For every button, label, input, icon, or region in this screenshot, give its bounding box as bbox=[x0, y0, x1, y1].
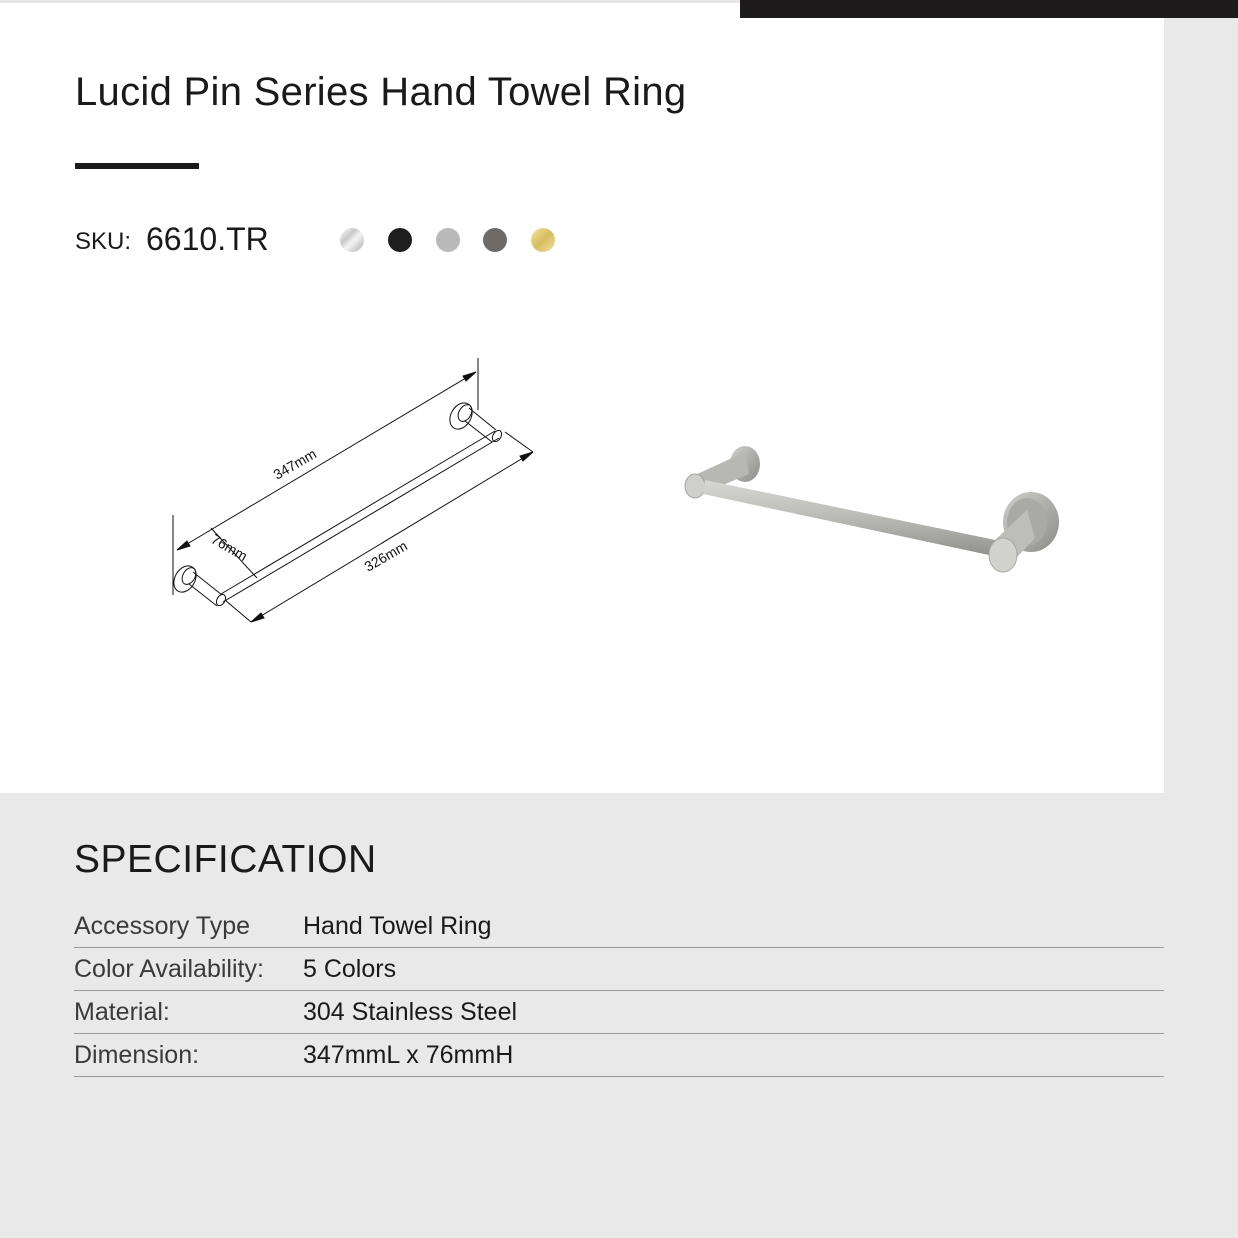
specification-table bbox=[74, 905, 1164, 1077]
product-title: Lucid Pin Series Hand Towel Ring bbox=[75, 70, 687, 114]
spec-label: Dimension: bbox=[74, 1041, 200, 1069]
bar-bottom-edge bbox=[223, 438, 499, 602]
spec-label: Color Availability: bbox=[74, 955, 264, 983]
front-post-cap bbox=[989, 538, 1017, 572]
dimension-drawing bbox=[165, 350, 545, 640]
extension-line-326-left bbox=[225, 600, 251, 622]
swatch-brushed-nickel[interactable] bbox=[436, 228, 460, 252]
left-post-top bbox=[193, 572, 222, 595]
product-image bbox=[675, 430, 1075, 590]
dimension-line-326 bbox=[251, 452, 533, 622]
right-post-bottom bbox=[465, 421, 492, 442]
arrow-326-left bbox=[251, 613, 264, 622]
label-347mm: 347mm bbox=[270, 445, 319, 483]
spec-value: Hand Towel Ring bbox=[303, 912, 492, 940]
swatch-gunmetal[interactable] bbox=[483, 228, 507, 252]
swatch-chrome[interactable] bbox=[340, 228, 364, 252]
spec-row-color-availability bbox=[74, 948, 1164, 991]
swatch-brushed-gold[interactable] bbox=[531, 228, 555, 252]
sku-label: SKU: bbox=[75, 228, 132, 255]
left-mount-inner bbox=[179, 565, 198, 587]
left-mount-plate bbox=[169, 562, 200, 596]
spec-row-material bbox=[74, 991, 1164, 1034]
top-accent-bar bbox=[740, 0, 1238, 18]
extension-line-326-right bbox=[505, 432, 533, 452]
arrow-347-left bbox=[177, 541, 190, 550]
sku-value: 6610.TR bbox=[146, 221, 269, 257]
arrow-347-right bbox=[463, 372, 476, 381]
spec-row-dimension bbox=[74, 1034, 1164, 1077]
spec-value: 304 Stainless Steel bbox=[303, 998, 518, 1026]
bar-top-edge bbox=[221, 431, 495, 594]
spec-row-accessory-type bbox=[74, 905, 1164, 948]
spec-value: 5 Colors bbox=[303, 955, 397, 983]
spec-label: Material: bbox=[74, 998, 170, 1026]
right-post-end bbox=[491, 429, 504, 443]
top-hairline bbox=[0, 0, 740, 3]
dimension-line-347 bbox=[177, 372, 476, 550]
label-76mm: 76mm bbox=[208, 530, 251, 565]
back-post-cap bbox=[685, 474, 705, 498]
right-mount-plate bbox=[445, 399, 476, 433]
spec-value: 347mmL x 76mmH bbox=[303, 1041, 514, 1069]
right-mount-inner bbox=[455, 402, 474, 424]
label-326mm: 326mm bbox=[361, 537, 410, 575]
title-underline bbox=[75, 163, 199, 169]
arrow-326-right bbox=[520, 452, 533, 461]
towel-bar bbox=[703, 480, 1005, 558]
specification-heading: SPECIFICATION bbox=[74, 838, 377, 881]
swatch-matte-black[interactable] bbox=[388, 228, 412, 252]
spec-label: Accessory Type bbox=[74, 912, 251, 940]
